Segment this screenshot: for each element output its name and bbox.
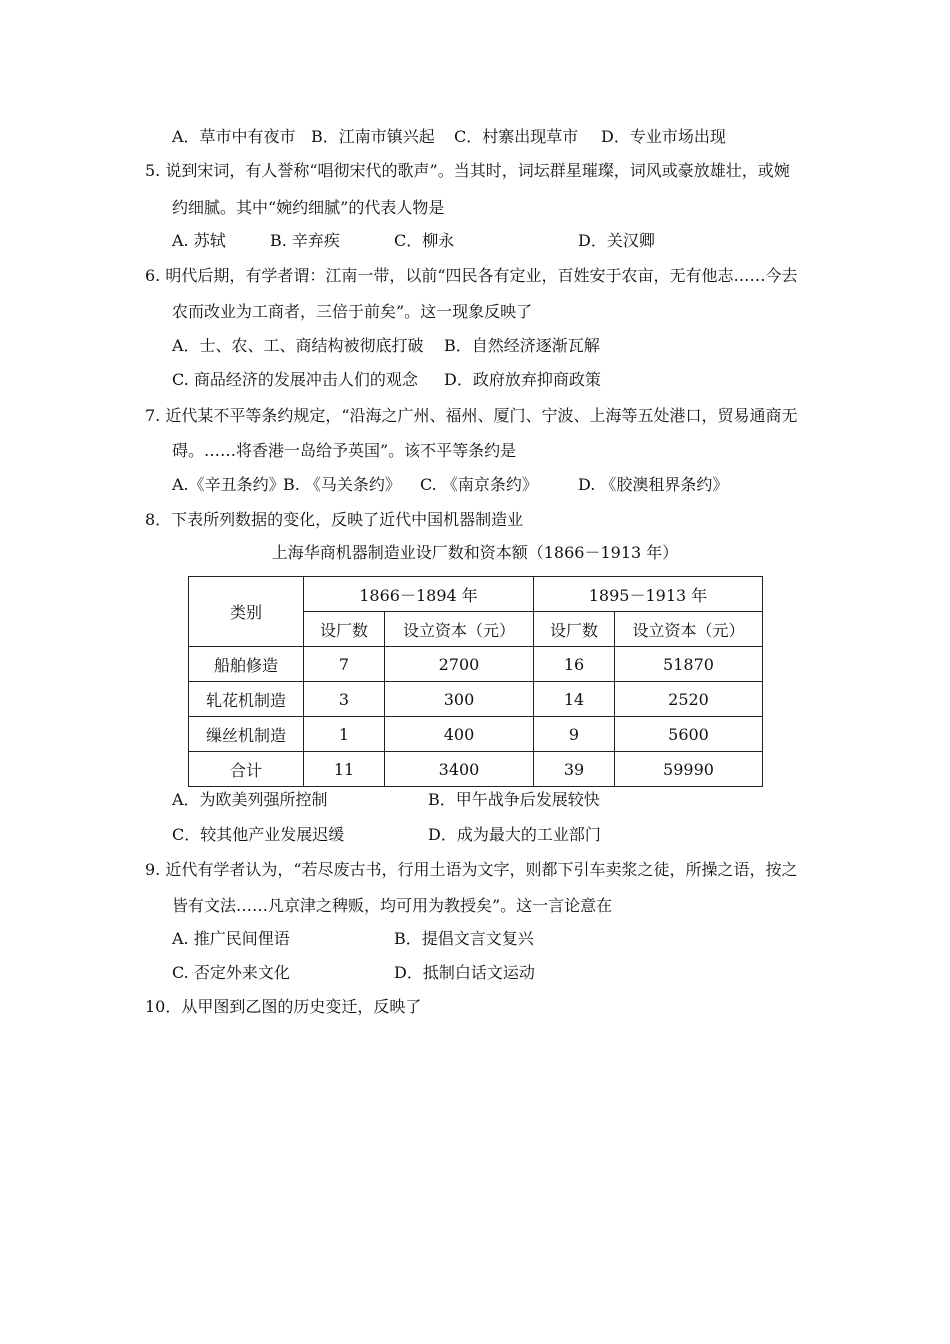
q6-option-d: D．政府放弃抑商政策 <box>444 370 601 389</box>
q9-stem-line2: 皆有文法……凡京津之稗贩，均可用为教授矣”。这一言论意在 <box>172 896 613 915</box>
cell-capital-2: 5600 <box>615 717 763 752</box>
q7-stem-line1: 7. 近代某不平等条约规定，“沿海之广州、福州、厦门、宁波、上海等五处港口，贸易通商无 <box>145 406 798 425</box>
subheader-capital-1: 设立资本（元） <box>385 612 534 647</box>
cell-factories-1: 1 <box>304 717 385 752</box>
header-category: 类别 <box>189 577 304 647</box>
q7-stem-line2: 碍。……将香港一岛给予英国”。该不平等条约是 <box>172 441 517 460</box>
q9-option-d: D．抵制白话文运动 <box>394 963 535 982</box>
row-category: 船舶修造 <box>189 647 304 682</box>
q6-option-b: B．自然经济逐渐瓦解 <box>444 336 600 355</box>
q6-option-c: C. 商品经济的发展冲击人们的观念 <box>172 370 418 389</box>
q8-option-b: B．甲午战争后发展较快 <box>428 790 600 809</box>
q8-option-d: D．成为最大的工业部门 <box>428 825 601 844</box>
q4-option-a: A．草市中有夜市 <box>172 127 296 146</box>
q6-stem-line2: 农而改业为工商者，三倍于前矣”。这一现象反映了 <box>172 302 533 321</box>
factory-table <box>188 576 763 787</box>
row-category: 合计 <box>189 752 304 787</box>
q10-stem: 10．从甲图到乙图的历史变迁，反映了 <box>145 997 422 1016</box>
q5-option-a: A. 苏轼 <box>172 231 226 250</box>
q8-option-a: A．为欧美列强所控制 <box>172 790 328 809</box>
row-category: 缫丝机制造 <box>189 717 304 752</box>
cell-capital-2: 2520 <box>615 682 763 717</box>
q9-stem-line1: 9. 近代有学者认为，“若尽废古书，行用土语为文字，则都下引车卖浆之徒，所操之语，按之 <box>145 860 798 879</box>
cell-factories-2: 39 <box>534 752 615 787</box>
cell-capital-1: 2700 <box>385 647 534 682</box>
row-category: 轧花机制造 <box>189 682 304 717</box>
q5-option-b: B. 辛弃疾 <box>270 231 340 250</box>
q5-option-d: D．关汉卿 <box>578 231 655 250</box>
table-row <box>189 647 763 682</box>
q5-stem-line1: 5. 说到宋词，有人誉称“唱彻宋代的歌声”。当其时，词坛群星璀璨，词风或豪放雄壮，或婉 <box>145 161 790 180</box>
header-period-2: 1895－1913 年 <box>534 577 763 612</box>
table-row <box>189 682 763 717</box>
cell-capital-1: 3400 <box>385 752 534 787</box>
q4-option-c: C．村寨出现草市 <box>454 127 579 146</box>
q8-option-c: C．较其他产业发展迟缓 <box>172 825 345 844</box>
q9-option-a: A. 推广民间俚语 <box>172 929 290 948</box>
q6-option-a: A．士、农、工、商结构被彻底打破 <box>172 336 424 355</box>
q4-option-b: B．江南市镇兴起 <box>311 127 435 146</box>
q5-option-c: C．柳永 <box>394 231 455 250</box>
subheader-factories-1: 设厂数 <box>304 612 385 647</box>
q9-option-c: C. 否定外来文化 <box>172 963 290 982</box>
cell-factories-1: 11 <box>304 752 385 787</box>
q6-stem-line1: 6. 明代后期，有学者谓：江南一带，以前“四民各有定业，百姓安于农亩，无有他志……今去 <box>145 266 798 285</box>
table-caption: 上海华商机器制造业设厂数和资本额（1866－1913 年） <box>271 543 679 562</box>
table-header-row <box>189 577 763 612</box>
q7-option-c: C. 《南京条约》 <box>420 475 538 494</box>
q7-option-d: D. 《胶澳租界条约》 <box>578 475 729 494</box>
q7-option-b: B. 《马关条约》 <box>283 475 401 494</box>
q7-option-a: A.《辛丑条约》 <box>172 475 285 494</box>
q9-option-b: B．提倡文言文复兴 <box>394 929 534 948</box>
cell-capital-2: 51870 <box>615 647 763 682</box>
q5-stem-line2: 约细腻。其中“婉约细腻”的代表人物是 <box>172 198 445 217</box>
cell-factories-1: 3 <box>304 682 385 717</box>
subheader-factories-2: 设厂数 <box>534 612 615 647</box>
cell-factories-2: 9 <box>534 717 615 752</box>
cell-factories-1: 7 <box>304 647 385 682</box>
header-period-1: 1866－1894 年 <box>304 577 534 612</box>
cell-capital-1: 400 <box>385 717 534 752</box>
q8-stem: 8．下表所列数据的变化，反映了近代中国机器制造业 <box>145 510 524 529</box>
cell-factories-2: 14 <box>534 682 615 717</box>
q4-option-d: D．专业市场出现 <box>601 127 726 146</box>
cell-capital-1: 300 <box>385 682 534 717</box>
cell-factories-2: 16 <box>534 647 615 682</box>
table-row <box>189 752 763 787</box>
subheader-capital-2: 设立资本（元） <box>615 612 763 647</box>
table-row <box>189 717 763 752</box>
cell-capital-2: 59990 <box>615 752 763 787</box>
